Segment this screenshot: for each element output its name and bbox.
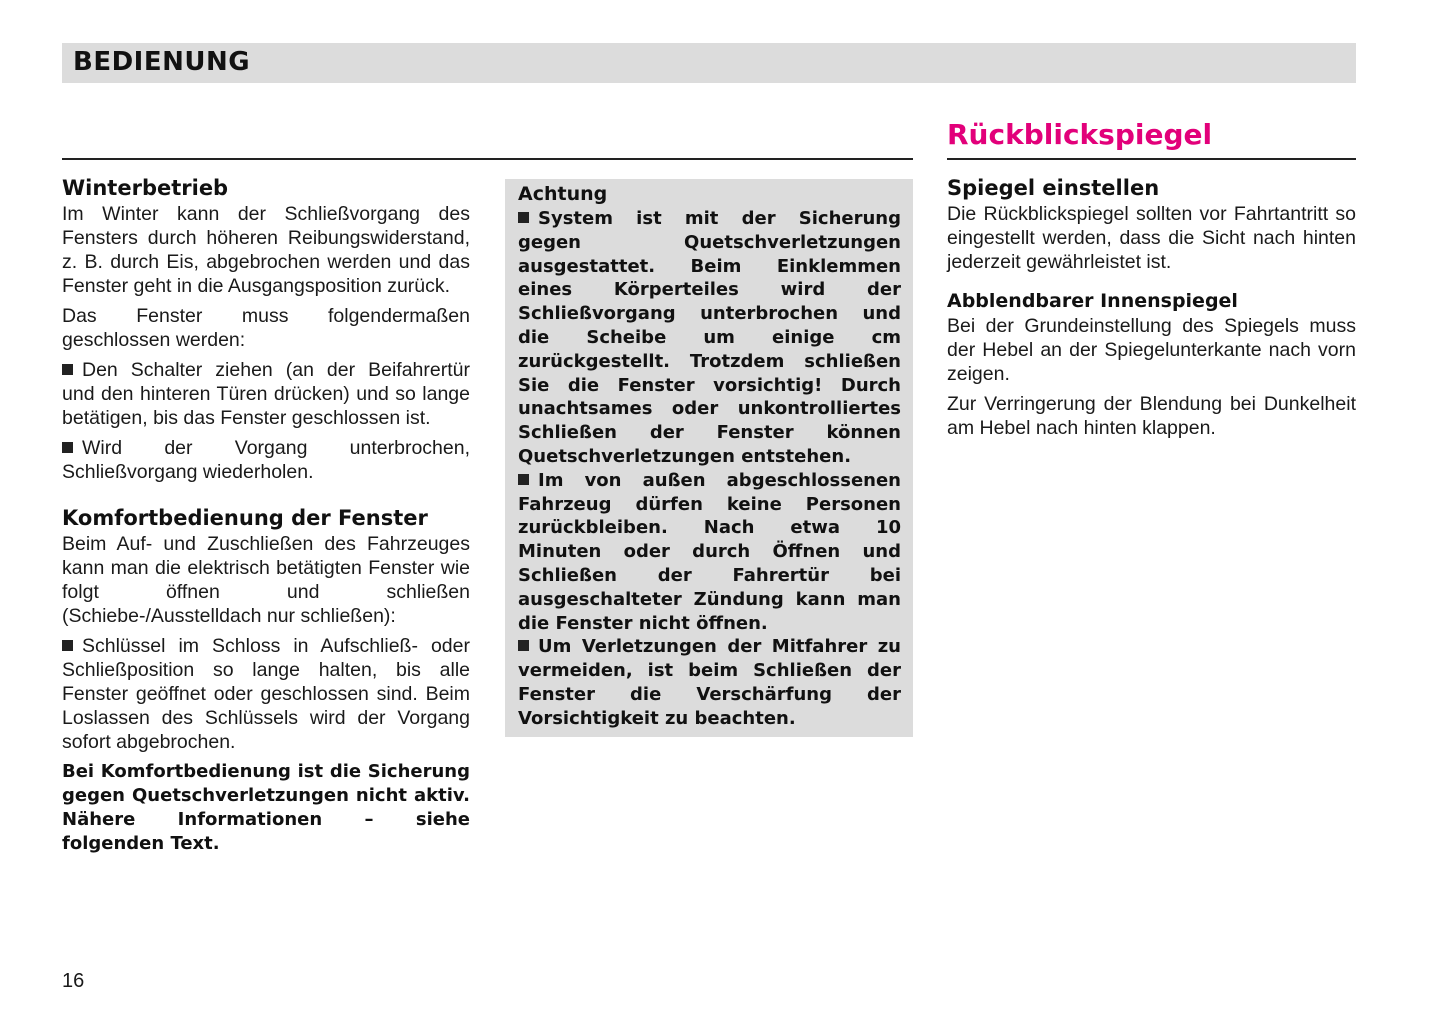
- comfort-note: Bei Komfortbedienung ist die Sicherung gegen Quetschverletzungen nicht aktiv. Nähere Informationen – siehe folgenden Text.: [62, 761, 470, 854]
- bullet-square-icon: [518, 640, 529, 651]
- right-rule: [947, 158, 1356, 160]
- comfort-paragraph-1: Beim Auf- und Zuschließen des Fahrzeuges kann man die elektrisch betätigten Fenster wie folgt öffnen und schließen (Schiebe-/Ausstelldach nur schließen):: [62, 533, 470, 627]
- winter-paragraph-2: Das Fenster muss folgendermaßen geschlossen werden:: [62, 305, 470, 351]
- left-rule: [62, 158, 913, 160]
- adjust-heading: Spiegel einstellen: [947, 176, 1160, 200]
- comfort-heading: Komfortbedienung der Fenster: [62, 506, 428, 530]
- left-column: [62, 174, 470, 862]
- winter-heading: Winterbetrieb: [62, 176, 229, 200]
- right-column: [947, 174, 1356, 446]
- winter-bullet-1: Den Schalter ziehen (an der Beifahrertür und den hinteren Türen drücken) und so lange betätigen, bis das Fenster geschlossen ist.: [62, 359, 470, 429]
- warning-title: Achtung: [518, 183, 608, 205]
- mirror-section-title: Rückblickspiegel: [947, 118, 1213, 151]
- dimming-paragraph-1: Bei der Grundeinstellung des Spiegels muss der Hebel an der Spiegelunterkante nach vorn zeigen.: [947, 315, 1356, 385]
- warning-bullet-3: Um Verletzungen der Mitfahrer zu vermeiden, ist beim Schließen der Fenster die Verschärfung der Vorsichtigkeit zu beachten.: [518, 636, 901, 729]
- warning-bullet-2: Im von außen abgeschlossenen Fahrzeug dürfen keine Personen zurückbleiben. Nach etwa 10 Minuten oder durch Öffnen und Schließen der Fahrertür bei ausgeschalteter Zündung kann man die Fenster nicht öffnen.: [518, 469, 901, 634]
- winter-paragraph-1: Im Winter kann der Schließvorgang des Fensters durch höheren Reibungswiderstand, z. B. durch Eis, abgebrochen werden und das Fenster geht in die Ausgangsposition zurück.: [62, 203, 470, 297]
- warning-bullet-1: System ist mit der Sicherung gegen Quetschverletzungen ausgestattet. Beim Einklemmen eines Körperteiles wird der Schließvorgang unterbrochen und die Scheibe um einige cm zurückgestellt. Trotzdem schließen Sie die Fenster vorsichtig! Durch unachtsames oder unkontrolliertes Schließen der Fenster können Quetschverletzungen entstehen.: [518, 208, 901, 467]
- bullet-square-icon: [518, 474, 529, 485]
- header-bar: [62, 43, 1356, 83]
- dimming-heading: Abblendbarer Innenspiegel: [947, 290, 1238, 312]
- bullet-square-icon: [518, 212, 529, 223]
- page-title: BEDIENUNG: [73, 47, 251, 77]
- bullet-square-icon: [62, 442, 73, 453]
- dimming-paragraph-2: Zur Verringerung der Blendung bei Dunkelheit am Hebel nach hinten klappen.: [947, 393, 1356, 439]
- winter-bullet-2: Wird der Vorgang unterbrochen, Schließvorgang wiederholen.: [62, 437, 470, 483]
- bullet-square-icon: [62, 640, 73, 651]
- page-number: 16: [62, 970, 85, 992]
- bullet-square-icon: [62, 364, 73, 375]
- adjust-paragraph: Die Rückblickspiegel sollten vor Fahrtantritt so eingestellt werden, dass die Sicht nach hinten jederzeit gewährleistet ist.: [947, 203, 1356, 273]
- warning-box: [505, 179, 913, 737]
- comfort-bullet-1: Schlüssel im Schloss in Aufschließ- oder Schließposition so lange halten, bis alle Fenster geöffnet oder geschlossen sind. Beim Loslassen des Schlüssels wird der Vorgang sofort abgebrochen.: [62, 635, 470, 753]
